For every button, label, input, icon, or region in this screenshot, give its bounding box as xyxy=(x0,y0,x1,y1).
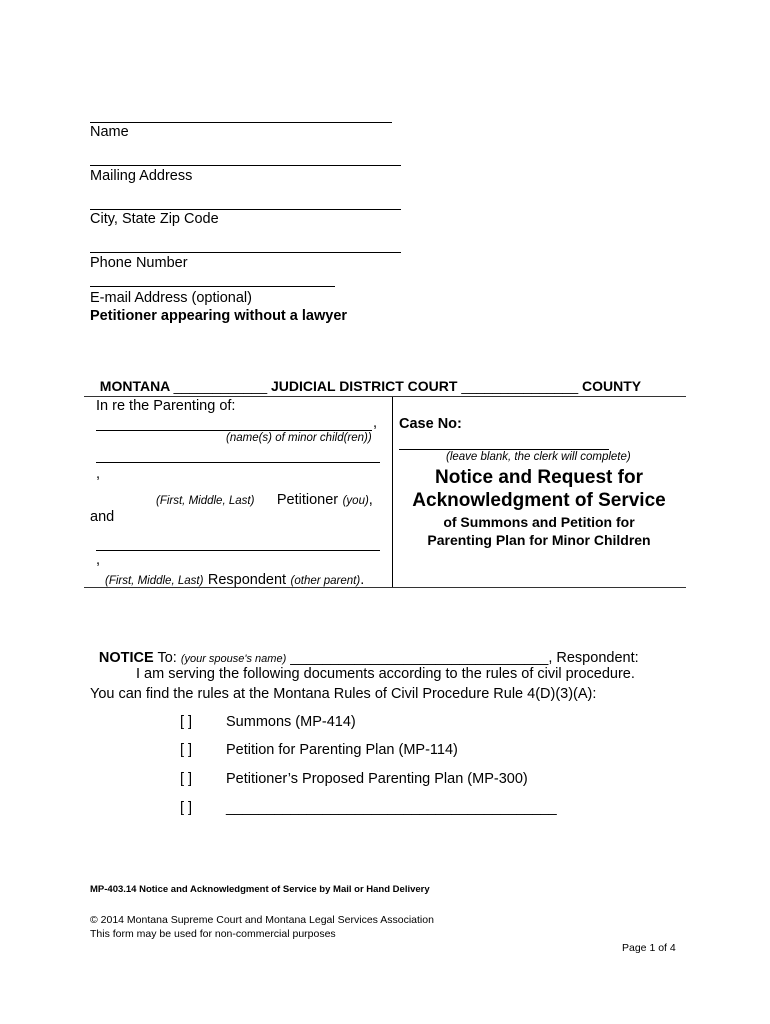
copyright-footer: © 2014 Montana Supreme Court and Montana Legal Services Association xyxy=(90,914,434,926)
and-label: and xyxy=(90,509,115,525)
checklist-item[interactable] xyxy=(180,714,356,730)
form-id-footer: MP-403.14 Notice and Acknowledgment of Service by Mail or Hand Delivery xyxy=(90,884,430,895)
child-name-hint: (name(s) of minor child(ren)) xyxy=(226,432,372,444)
form-title-line2: Acknowledgment of Service xyxy=(412,490,666,511)
page-number: Page 1 of 4 xyxy=(622,942,676,954)
email-line[interactable] xyxy=(90,286,335,287)
spouse-name-blank[interactable]: ________________________________ xyxy=(286,650,549,666)
checklist-item[interactable] xyxy=(180,800,557,816)
petitioner-comma: , xyxy=(96,466,101,482)
name-line[interactable] xyxy=(90,122,392,123)
court-county: COUNTY xyxy=(582,378,642,394)
notice-label: NOTICE xyxy=(98,650,154,666)
petitioner-you-hint: (you) xyxy=(342,495,369,507)
child-comma: , xyxy=(373,415,378,431)
court-name: JUDICIAL DISTRICT COURT xyxy=(271,378,458,394)
checklist-item[interactable] xyxy=(180,771,528,787)
email-label: E-mail Address (optional) xyxy=(90,290,252,306)
petitioner-caption-line xyxy=(156,491,373,509)
county-blank[interactable]: _______________ xyxy=(461,378,579,394)
form-title-line1: Notice and Request for xyxy=(435,467,643,488)
respondent-end: . xyxy=(360,572,365,588)
respondent-name-hint: (First, Middle, Last) xyxy=(105,575,204,587)
notice-line xyxy=(90,631,639,667)
case-no-hint: (leave blank, the clerk will complete) xyxy=(446,451,631,463)
caption-top-border xyxy=(84,396,686,397)
city-state-zip-line[interactable] xyxy=(90,209,401,210)
notice-to: To: xyxy=(153,650,181,666)
checklist-text: Petition for Parenting Plan (MP-114) xyxy=(226,742,458,758)
mailing-address-line[interactable] xyxy=(90,165,401,166)
checkbox[interactable]: [ ] xyxy=(180,742,193,758)
case-no-label: Case No: xyxy=(399,416,462,432)
petitioner-note: Petitioner appearing without a lawyer xyxy=(90,308,348,324)
city-state-zip-label: City, State Zip Code xyxy=(90,211,219,227)
petitioner-name-hint: (First, Middle, Last) xyxy=(156,495,255,507)
respondent-comma: , xyxy=(96,552,101,568)
checkbox[interactable]: [ ] xyxy=(180,771,193,787)
name-label: Name xyxy=(90,124,129,140)
mailing-address-label: Mailing Address xyxy=(90,168,193,184)
checklist-text: Petitioner’s Proposed Parenting Plan (MP-300) xyxy=(226,771,528,787)
checkbox[interactable]: [ ] xyxy=(180,800,193,816)
form-subtitle-line1: of Summons and Petition for xyxy=(443,514,635,530)
case-no-line[interactable] xyxy=(399,449,609,450)
court-state: MONTANA xyxy=(99,378,170,394)
other-document-blank[interactable]: _________________________________________ xyxy=(226,800,557,816)
petitioner-name-line[interactable] xyxy=(96,462,380,463)
court-heading xyxy=(92,362,641,394)
body-paragraph-1: I am serving the following documents according to the rules of civil procedure. xyxy=(136,666,635,682)
notice-respondent: , Respondent: xyxy=(548,650,639,666)
respondent-caption-line xyxy=(105,571,364,589)
respondent-name-line[interactable] xyxy=(96,550,380,551)
checklist-item[interactable] xyxy=(180,742,458,758)
phone-label: Phone Number xyxy=(90,255,188,271)
phone-line[interactable] xyxy=(90,252,401,253)
notice-spouse-hint: (your spouse's name) xyxy=(180,653,287,665)
district-blank[interactable]: ____________ xyxy=(173,378,268,394)
respondent-other-hint: (other parent) xyxy=(290,575,361,587)
petitioner-label: Petitioner xyxy=(276,492,339,508)
checklist-text: Summons (MP-414) xyxy=(226,714,356,730)
petitioner-end: , xyxy=(368,492,373,508)
form-subtitle-line2: Parenting Plan for Minor Children xyxy=(427,532,651,548)
respondent-label: Respondent xyxy=(207,572,287,588)
child-name-line[interactable] xyxy=(96,430,372,431)
checkbox[interactable]: [ ] xyxy=(180,714,193,730)
usage-footer: This form may be used for non-commercial purposes xyxy=(90,928,336,940)
in-re-label: In re the Parenting of: xyxy=(96,398,236,414)
body-paragraph-2: You can find the rules at the Montana Rules of Civil Procedure Rule 4(D)(3)(A): xyxy=(90,686,597,702)
